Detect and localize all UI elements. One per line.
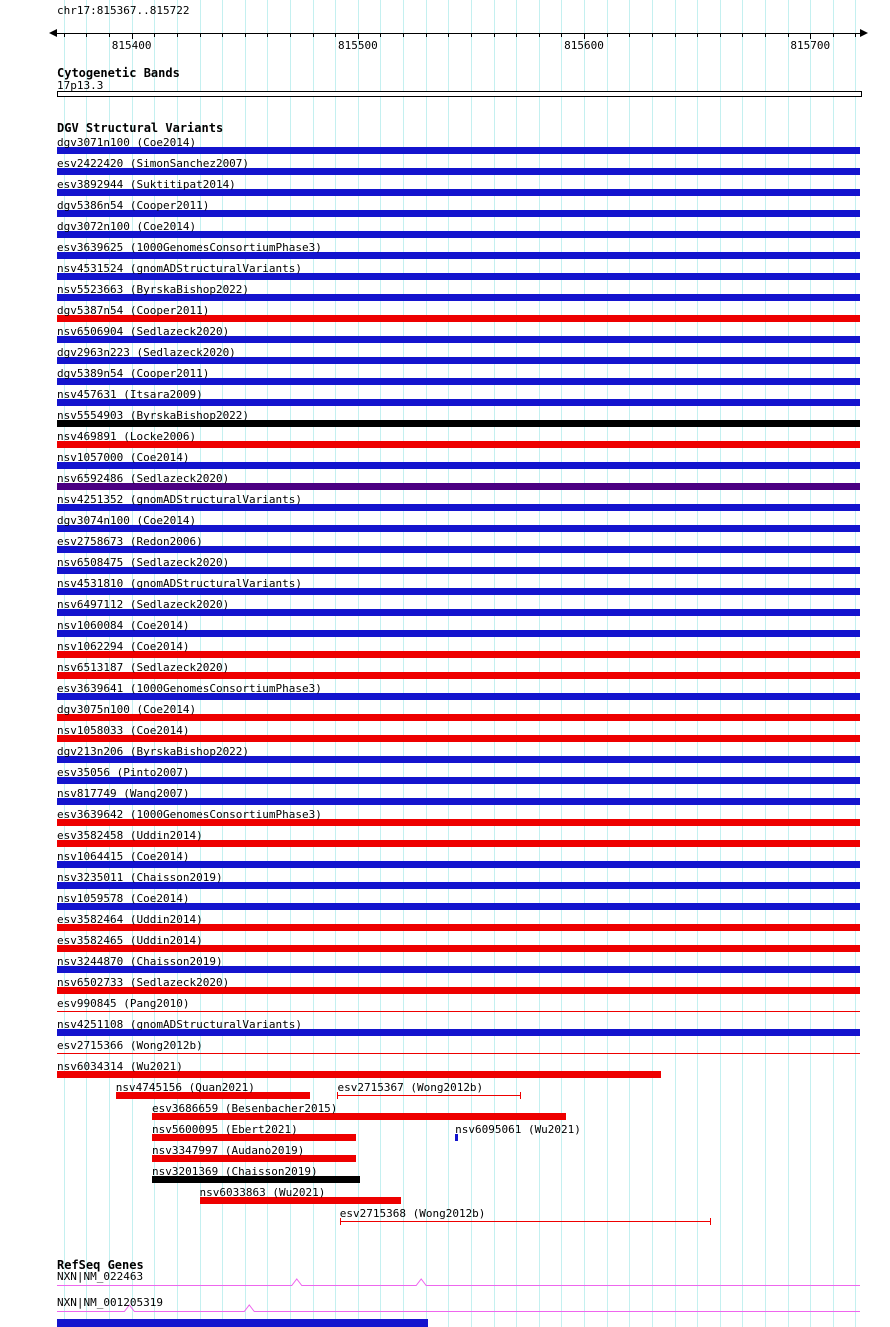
ruler-minor-tick (64, 33, 65, 37)
variant-label: nsv3347997 (Audano2019) (152, 1144, 305, 1157)
cytoband-label: 17p13.3 (57, 79, 104, 92)
variant-label: nsv3235011 (Chaisson2019) (57, 871, 223, 884)
gridline (833, 0, 834, 1327)
ruler-minor-tick (426, 33, 427, 37)
variant-label: esv2715368 (Wong2012b) (339, 1207, 486, 1220)
gridline (584, 0, 585, 1327)
ruler-minor-tick (380, 33, 381, 37)
ruler-minor-tick (629, 33, 630, 37)
cytobands-title: Cytogenetic Bands (57, 66, 180, 80)
gridline (765, 0, 766, 1327)
ruler-minor-tick (86, 33, 87, 37)
ruler-minor-tick (720, 33, 721, 37)
variant-label: nsv6508475 (Sedlazeck2020) (57, 556, 230, 569)
ruler-minor-tick (109, 33, 110, 37)
ruler-right-arrow-icon (860, 29, 868, 37)
refseq-title: RefSeq Genes (57, 1258, 144, 1272)
variant-label: nsv6497112 (Sedlazeck2020) (57, 598, 230, 611)
variant-label: nsv469891 (Locke2006) (57, 430, 197, 443)
gridline (742, 0, 743, 1327)
variant-label: nsv1059578 (Coe2014) (57, 892, 190, 905)
variant-line[interactable] (337, 1095, 520, 1096)
variant-label: nsv3244870 (Chaisson2019) (57, 955, 223, 968)
gridline (855, 0, 856, 1327)
ruler-minor-tick (765, 33, 766, 37)
variant-label: nsv4251108 (gnomADStructuralVariants) (57, 1018, 303, 1031)
gene-exon-bar[interactable] (57, 1319, 428, 1327)
ruler-minor-tick (652, 33, 653, 37)
ruler-tick-label: 815500 (337, 39, 378, 52)
ruler-minor-tick (222, 33, 223, 37)
gridline (675, 0, 676, 1327)
variant-label: esv3639625 (1000GenomesConsortiumPhase3) (57, 241, 322, 254)
ruler-tick-label: 815600 (564, 39, 604, 52)
ruler-minor-tick (788, 33, 789, 37)
gridline (335, 0, 336, 1327)
variant-label: dgv2963n223 (Sedlazeck2020) (57, 346, 236, 359)
ruler-tick-label: 815700 (790, 39, 831, 52)
variant-label: esv3582458 (Uddin2014) (57, 829, 203, 842)
ruler-minor-tick (561, 33, 562, 37)
ruler-minor-tick (200, 33, 201, 37)
variant-label: dgv5389n54 (Cooper2011) (57, 367, 210, 380)
ruler-minor-tick (154, 33, 155, 37)
ruler-minor-tick (494, 33, 495, 37)
variant-label: nsv3201369 (Chaisson2019) (152, 1165, 318, 1178)
gridline (607, 0, 608, 1327)
variant-label: dgv3074n100 (Coe2014) (57, 514, 197, 527)
variant-label: esv2422420 (SimonSanchez2007) (57, 157, 250, 170)
variant-label: dgv5386n54 (Cooper2011) (57, 199, 210, 212)
variant-label: nsv4745156 (Quan2021) (115, 1081, 255, 1094)
variant-label: esv3639641 (1000GenomesConsortiumPhase3) (57, 682, 322, 695)
variant-label: esv3582465 (Uddin2014) (57, 934, 203, 947)
variant-label: nsv6513187 (Sedlazeck2020) (57, 661, 230, 674)
ruler-left-arrow-icon (49, 29, 57, 37)
gridline (629, 0, 630, 1327)
variant-line[interactable] (57, 1053, 860, 1054)
variant-label: nsv4531810 (gnomADStructuralVariants) (57, 577, 303, 590)
ruler-minor-tick (833, 33, 834, 37)
cytoband-segment[interactable] (57, 91, 862, 97)
gridline (448, 0, 449, 1327)
ruler-minor-tick (290, 33, 291, 37)
ruler-tick-label: 815400 (111, 39, 152, 52)
dgv-title: DGV Structural Variants (57, 121, 224, 135)
variant-label: esv2715366 (Wong2012b) (57, 1039, 203, 1052)
gridline (697, 0, 698, 1327)
variant-label: esv3892944 (Suktitipat2014) (57, 178, 236, 191)
variant-label: nsv6033863 (Wu2021) (199, 1186, 326, 1199)
variant-label: esv990845 (Pang2010) (57, 997, 190, 1010)
gene-label: NXN|NM_022463 (57, 1270, 144, 1283)
variant-label: nsv4251352 (gnomADStructuralVariants) (57, 493, 303, 506)
variant-label: nsv6592486 (Sedlazeck2020) (57, 472, 230, 485)
variant-label: nsv6034314 (Wu2021) (57, 1060, 183, 1073)
variant-label: nsv6502733 (Sedlazeck2020) (57, 976, 230, 989)
variant-label: nsv1060084 (Coe2014) (57, 619, 190, 632)
region-label: chr17:815367..815722 (57, 4, 190, 17)
variant-label: nsv1058033 (Coe2014) (57, 724, 190, 737)
variant-label: esv3582464 (Uddin2014) (57, 913, 203, 926)
variant-line[interactable] (340, 1221, 711, 1222)
gridline (313, 0, 314, 1327)
gridline (810, 0, 811, 1327)
ruler-minor-tick (177, 33, 178, 37)
variant-label: nsv5523663 (ByrskaBishop2022) (57, 283, 250, 296)
variant-label: esv3639642 (1000GenomesConsortiumPhase3) (57, 808, 322, 821)
gridline (426, 0, 427, 1327)
variant-label: nsv4531524 (gnomADStructuralVariants) (57, 262, 303, 275)
gene-label: NXN|NM_001205319 (57, 1296, 163, 1309)
ruler-minor-tick (675, 33, 676, 37)
gridline (720, 0, 721, 1327)
ruler-minor-tick (448, 33, 449, 37)
ruler-minor-tick (313, 33, 314, 37)
ruler-minor-tick (267, 33, 268, 37)
variant-label: nsv6506904 (Sedlazeck2020) (57, 325, 230, 338)
variant-label: nsv817749 (Wang2007) (57, 787, 190, 800)
variant-line-cap (520, 1092, 521, 1099)
ruler-minor-tick (335, 33, 336, 37)
ruler-minor-tick (697, 33, 698, 37)
gridline (652, 0, 653, 1327)
variant-label: esv35056 (Pinto2007) (57, 766, 190, 779)
variant-label: dgv3071n100 (Coe2014) (57, 136, 197, 149)
ruler-minor-tick (403, 33, 404, 37)
variant-label: nsv457631 (Itsara2009) (57, 388, 203, 401)
variant-label: dgv3072n100 (Coe2014) (57, 220, 197, 233)
ruler-minor-tick (245, 33, 246, 37)
variant-label: esv2758673 (Redon2006) (57, 535, 203, 548)
variant-label: nsv1064415 (Coe2014) (57, 850, 190, 863)
gene-line[interactable] (57, 1278, 860, 1287)
variant-label: esv2715367 (Wong2012b) (337, 1081, 484, 1094)
gridline (358, 0, 359, 1327)
variant-line[interactable] (57, 1011, 860, 1012)
variant-label: nsv1062294 (Coe2014) (57, 640, 190, 653)
gridline (380, 0, 381, 1327)
gene-line[interactable] (57, 1304, 860, 1313)
variant-label: dgv5387n54 (Cooper2011) (57, 304, 210, 317)
variant-label: dgv213n206 (ByrskaBishop2022) (57, 745, 250, 758)
ruler-minor-tick (539, 33, 540, 37)
ruler-minor-tick (607, 33, 608, 37)
gridline (403, 0, 404, 1327)
gridline (788, 0, 789, 1327)
variant-label: esv3686659 (Besenbacher2015) (152, 1102, 338, 1115)
ruler-minor-tick (516, 33, 517, 37)
variant-label: nsv5554903 (ByrskaBishop2022) (57, 409, 250, 422)
variant-label: nsv5600095 (Ebert2021) (152, 1123, 298, 1136)
variant-label: nsv1057000 (Coe2014) (57, 451, 190, 464)
variant-label: nsv6095061 (Wu2021) (455, 1123, 581, 1136)
ruler-minor-tick (855, 33, 856, 37)
variant-label: dgv3075n100 (Coe2014) (57, 703, 197, 716)
ruler-minor-tick (742, 33, 743, 37)
variant-line-cap (710, 1218, 711, 1225)
ruler-minor-tick (471, 33, 472, 37)
